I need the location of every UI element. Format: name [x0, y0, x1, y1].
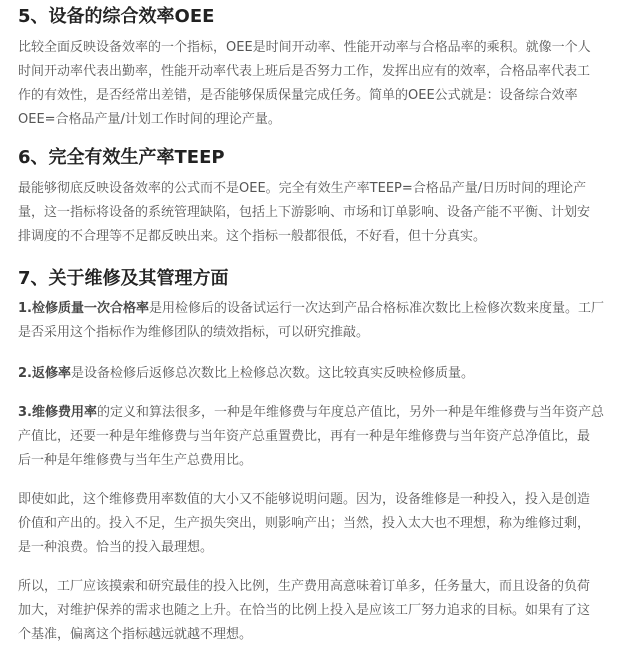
text-line: 所以，工厂应该摸索和研究最佳的投入比例，生产费用高意味着订单多，任务量大，而且设备的负荷 [18, 579, 591, 594]
section-heading-maintenance: 7、关于维修及其管理方面 [18, 268, 229, 289]
item-term: 2.返修率 [18, 366, 71, 381]
text-line: 作的有效性，是否经常出差错，是否能够保质保量完成任务。简单的OEE公式就是：设备综合效率 [18, 88, 578, 103]
text-line: 价值和产出的。投入不足，生产损失突出，则影响产出；当然，投入太大也不理想，称为维修过剩， [18, 516, 591, 531]
paragraph-investment-ratio [18, 575, 590, 647]
item-term: 1.检修质量一次合格率 [18, 301, 149, 316]
text-line: 是否采用这个指标作为维修团队的绩效指标，可以研究推敲。 [18, 325, 370, 340]
text-line: 排调度的不合理等不足都反映出来。这个指标一般都很低，不好看，但十分真实。 [18, 229, 487, 244]
text-line: 产值比，还要一种是年维修费与当年资产总重置费比，再有一种是年维修费与当年资产总净值比，最 [18, 429, 591, 444]
text-line [18, 362, 474, 386]
text-line: 后一种是年维修费与当年生产总费用比。 [18, 453, 253, 468]
text-line: 量，这一指标将设备的系统管理缺陷，包括上下游影响、市场和订单影响、设备产能不平衡、计划安 [18, 205, 591, 220]
item-text: 是设备检修后返修总次数比上检修总次数。这比较真实反映检修质量。 [70, 366, 474, 381]
paragraph-cost-interpretation [18, 488, 590, 560]
paragraph-oee [18, 36, 591, 132]
text-line: 最能够彻底反映设备效率的公式而不是OEE。完全有效生产率TEEP=合格品产量/日历时间的理论产 [18, 181, 587, 196]
item-text: 是用检修后的设备试运行一次达到产品合格标准次数比上检修次数来度量。工厂 [148, 301, 604, 316]
paragraph-teep [18, 177, 590, 249]
item-maintenance-cost-rate [18, 401, 604, 473]
text-line: 个基准，偏离这个指标越远就越不理想。 [18, 627, 253, 642]
text-line: OEE=合格品产量/计划工作时间的理论产量。 [18, 112, 281, 127]
text-line: 即使如此，这个维修费用率数值的大小又不能够说明问题。因为，设备维修是一种投入，投入是创造 [18, 492, 591, 507]
section-heading-teep: 6、完全有效生产率TEEP [18, 147, 225, 168]
text-line: 比较全面反映设备效率的一个指标，OEE是时间开动率、性能开动率与合格品率的乘积。就像一个人 [18, 40, 591, 55]
text-line [18, 297, 604, 321]
text-line: 加大，对维护保养的需求也随之上升。在恰当的比例上投入是应该工厂努力追求的目标。如果有了这 [18, 603, 591, 618]
text-line: 时间开动率代表出勤率，性能开动率代表上班后是否努力工作，发挥出应有的效率，合格品率代表工 [18, 64, 591, 79]
item-text: 的定义和算法很多，一种是年维修费与年度总产值比，另外一种是年维修费与当年资产总 [96, 405, 604, 420]
section-heading-oee: 5、设备的综合效率OEE [18, 6, 215, 27]
item-rework-rate [18, 362, 474, 386]
item-term: 3.维修费用率 [18, 405, 97, 420]
text-line: 是一种浪费。恰当的投入最理想。 [18, 540, 214, 555]
text-line [18, 401, 604, 425]
item-first-pass-rate [18, 297, 604, 345]
